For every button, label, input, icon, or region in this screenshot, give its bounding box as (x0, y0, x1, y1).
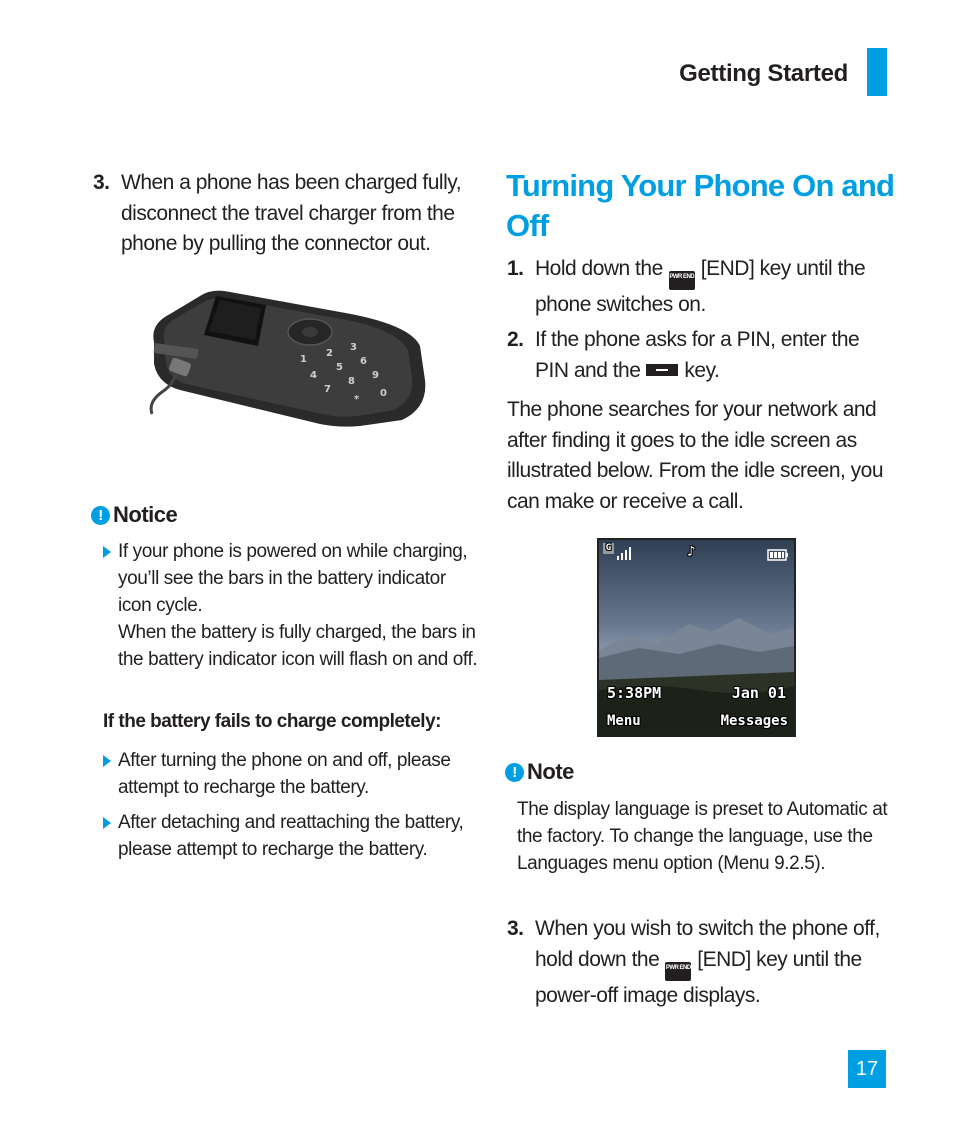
step-text-continued: [END] key until the phone switches on. (535, 257, 866, 316)
step-text: When a phone has been charged fully, disconnect the travel charger from the phone by pulling the connector out. (121, 171, 462, 255)
svg-text:9: 9 (372, 370, 379, 381)
end-key-icon: PWR END (665, 962, 691, 981)
svg-text:7: 7 (324, 384, 331, 395)
landscape-wallpaper (599, 540, 794, 735)
step-number: 1. (507, 257, 524, 280)
step-2-pin (507, 325, 887, 386)
bullet-text: After detaching and reattaching the battery, please attempt to recharge the battery. (118, 812, 464, 860)
bullet-arrow-icon (103, 817, 111, 829)
end-key-icon: PWR END (669, 271, 695, 290)
signal-strength-icon (617, 546, 637, 560)
bullet-arrow-icon (103, 755, 111, 767)
svg-text:4: 4 (310, 370, 317, 381)
phone-charging-illustration (140, 280, 440, 440)
svg-text:8: 8 (348, 376, 355, 387)
bullet-text: If your phone is powered on while charging, you’ll see the bars in the battery indicator icon cycle. (118, 541, 468, 616)
section-header: Getting Started (679, 60, 848, 87)
notice-bullet-1 (103, 538, 478, 673)
step-text: If the phone asks for a PIN, enter the PIN and the (535, 328, 860, 382)
notice-heading (91, 502, 177, 528)
ringer-icon: ♪ (687, 544, 696, 560)
svg-text:5: 5 (336, 362, 343, 373)
step-number: 2. (507, 328, 524, 351)
phone-charger-icon (140, 280, 440, 440)
step-text-continued: [END] key until the power-off image displays. (535, 947, 862, 1007)
svg-text:6: 6 (360, 356, 367, 367)
alert-icon: ! (505, 763, 524, 782)
note-heading (505, 759, 574, 785)
bullet-text: After turning the phone on and off, please attempt to recharge the battery. (118, 750, 451, 798)
step-number: 3. (93, 171, 110, 194)
section-title: Turning Your Phone On and Off (506, 168, 895, 243)
clock-time: 5:38PM (607, 684, 662, 702)
soft-key-icon (646, 364, 678, 376)
network-search-paragraph: The phone searches for your network and after finding it goes to the idle screen as illustrated below. From the idle screen, you can make or receive a call. (507, 398, 884, 513)
notice-subheading: If the battery fails to charge completely: (103, 711, 441, 732)
svg-text:3: 3 (350, 342, 357, 353)
bullet-text-continued: When the battery is fully charged, the bars in the battery indicator icon will flash on and off. (118, 622, 478, 670)
svg-text:0: 0 (380, 388, 387, 399)
svg-text:*: * (354, 394, 360, 405)
bullet-arrow-icon (103, 546, 111, 558)
notice-bullet-2 (103, 747, 478, 801)
note-title: Note (527, 759, 574, 784)
step-text: When you wish to switch the phone off, hold down the (535, 917, 880, 971)
note-text: The display language is preset to Automatic at the factory. To change the language, use the Languages menu option (Menu 9.2.5). (517, 799, 888, 874)
step-3-charging (93, 168, 483, 260)
step-1-power-on (507, 254, 887, 321)
alert-icon: ! (91, 506, 110, 525)
svg-text:1: 1 (300, 354, 307, 365)
header-accent-bar (867, 48, 887, 96)
left-soft-key-label[interactable]: Menu (607, 713, 641, 729)
clock-date: Jan 01 (731, 684, 786, 702)
step-3-power-off (507, 914, 887, 1011)
right-soft-key-label[interactable]: Messages (720, 713, 788, 729)
network-badge: G (603, 543, 614, 554)
page-number: 17 (848, 1050, 886, 1088)
step-text-continued: key. (684, 358, 720, 382)
notice-title: Notice (113, 502, 178, 527)
svg-text:2: 2 (326, 348, 333, 359)
step-text: Hold down the (535, 257, 663, 280)
step-number: 3. (507, 917, 524, 940)
battery-icon (767, 549, 789, 561)
notice-bullet-3 (103, 809, 478, 863)
idle-screen-image (597, 538, 796, 737)
